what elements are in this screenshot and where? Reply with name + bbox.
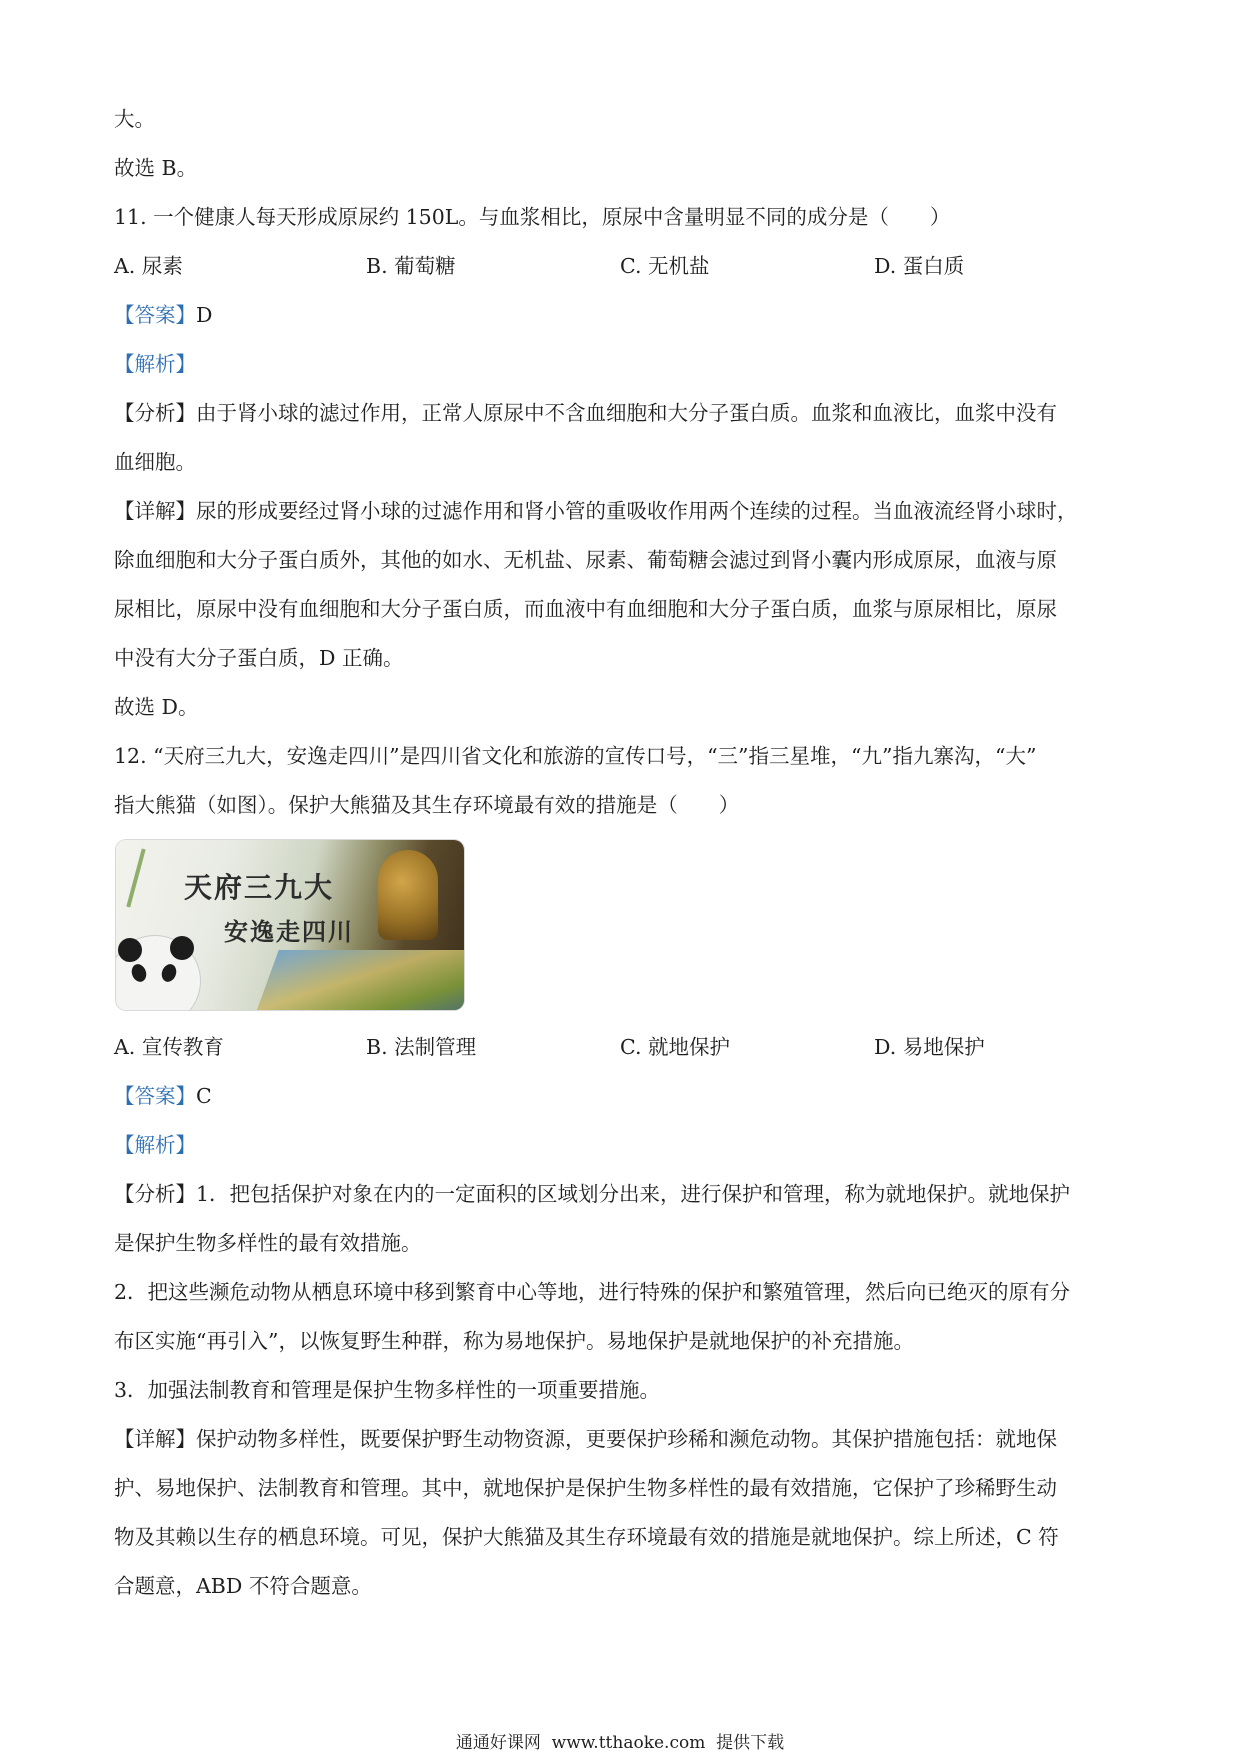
q11-option-c: C. 无机盐: [620, 254, 710, 278]
q11-option-b: B. 葡萄糖: [366, 254, 456, 278]
sanxingdui-bronze-figure: [378, 850, 438, 940]
page-footer: 通通好课网 www.tthaoke.com 提供下载: [455, 1733, 785, 1753]
text-line: 中没有大分子蛋白质，D 正确。: [114, 646, 404, 670]
text-line: 血细胞。: [114, 450, 196, 474]
q12-option-b: B. 法制管理: [366, 1035, 477, 1059]
q11-analysis-tag: 【解析】: [114, 352, 196, 376]
image-slogan-line2: 安逸走四川: [224, 918, 354, 946]
q11-answer: [114, 300, 1140, 330]
q11-option-d: D. 蛋白质: [874, 254, 965, 278]
jiuzhaigou-landscape: [253, 950, 464, 1010]
sichuan-tourism-image: [116, 840, 464, 1010]
answer-value: C: [196, 1084, 212, 1108]
text-line: 布区实施“再引入”，以恢复野生种群，称为易地保护。易地保护是就地保护的补充措施。: [114, 1329, 914, 1353]
text-line: 是保护生物多样性的最有效措施。: [114, 1231, 422, 1255]
text-line: 护、易地保护、法制教育和管理。其中，就地保护是保护生物多样性的最有效措施，它保护了珍稀野生动: [114, 1476, 1057, 1500]
q12-option-a: A. 宣传教育: [114, 1035, 224, 1059]
q12-answer: [114, 1081, 1140, 1111]
text-line: 大。: [114, 107, 155, 131]
panda-ear: [170, 936, 194, 960]
text-line: 3．加强法制教育和管理是保护生物多样性的一项重要措施。: [114, 1378, 661, 1402]
text-line: 尿相比，原尿中没有血细胞和大分子蛋白质，而血液中有血细胞和大分子蛋白质，血浆与原尿相比，原尿: [114, 597, 1057, 621]
text-line: 故选 B。: [114, 156, 198, 180]
text-line: 除血细胞和大分子蛋白质外，其他的如水、无机盐、尿素、葡萄糖会滤过到肾小囊内形成原尿，血液与原: [114, 548, 1057, 572]
q12-option-c: C. 就地保护: [620, 1035, 730, 1059]
text-line: 2．把这些濒危动物从栖息环境中移到繁育中心等地，进行特殊的保护和繁殖管理，然后向已绝灭的原有分: [114, 1280, 1071, 1304]
text-line: 【分析】1．把包括保护对象在内的一定面积的区域划分出来，进行保护和管理，称为就地保护。就地保护: [114, 1182, 1071, 1206]
q11-option-a: A. 尿素: [114, 254, 183, 278]
text-line: 【详解】保护动物多样性，既要保护野生动物资源，更要保护珍稀和濒危动物。其保护措施包括：就地保: [114, 1427, 1057, 1451]
text-line: 【详解】尿的形成要经过肾小球的过滤作用和肾小管的重吸收作用两个连续的过程。当血液流经肾小球时，: [114, 499, 1078, 523]
panda-ear: [118, 938, 142, 962]
answer-value: D: [196, 303, 213, 327]
text-line: 合题意，ABD 不符合题意。: [114, 1574, 372, 1598]
image-slogan-line1: 天府三九大: [184, 871, 335, 904]
question-11: 11. 一个健康人每天形成原尿约 150L。与血浆相比，原尿中含量明显不同的成分是（ ）: [114, 205, 951, 229]
answer-tag: 【答案】: [114, 303, 196, 327]
q12-option-d: D. 易地保护: [874, 1035, 985, 1059]
text-line: 指大熊猫（如图）。保护大熊猫及其生存环境最有效的措施是（ ）: [114, 793, 740, 817]
text-line: 【分析】由于肾小球的滤过作用，正常人原尿中不含血细胞和大分子蛋白质。血浆和血液比，血浆中没有: [114, 401, 1057, 425]
text-line: 故选 D。: [114, 695, 199, 719]
text-line: 物及其赖以生存的栖息环境。可见，保护大熊猫及其生存环境最有效的措施是就地保护。综上所述，C 符: [114, 1525, 1059, 1549]
bamboo-decoration: [126, 849, 145, 908]
q12-analysis-tag: 【解析】: [114, 1133, 196, 1157]
question-12: 12. “天府三九大，安逸走四川”是四川省文化和旅游的宣传口号，“三”指三星堆，“九”指九寨沟，“大”: [114, 744, 1037, 768]
answer-tag: 【答案】: [114, 1084, 196, 1108]
